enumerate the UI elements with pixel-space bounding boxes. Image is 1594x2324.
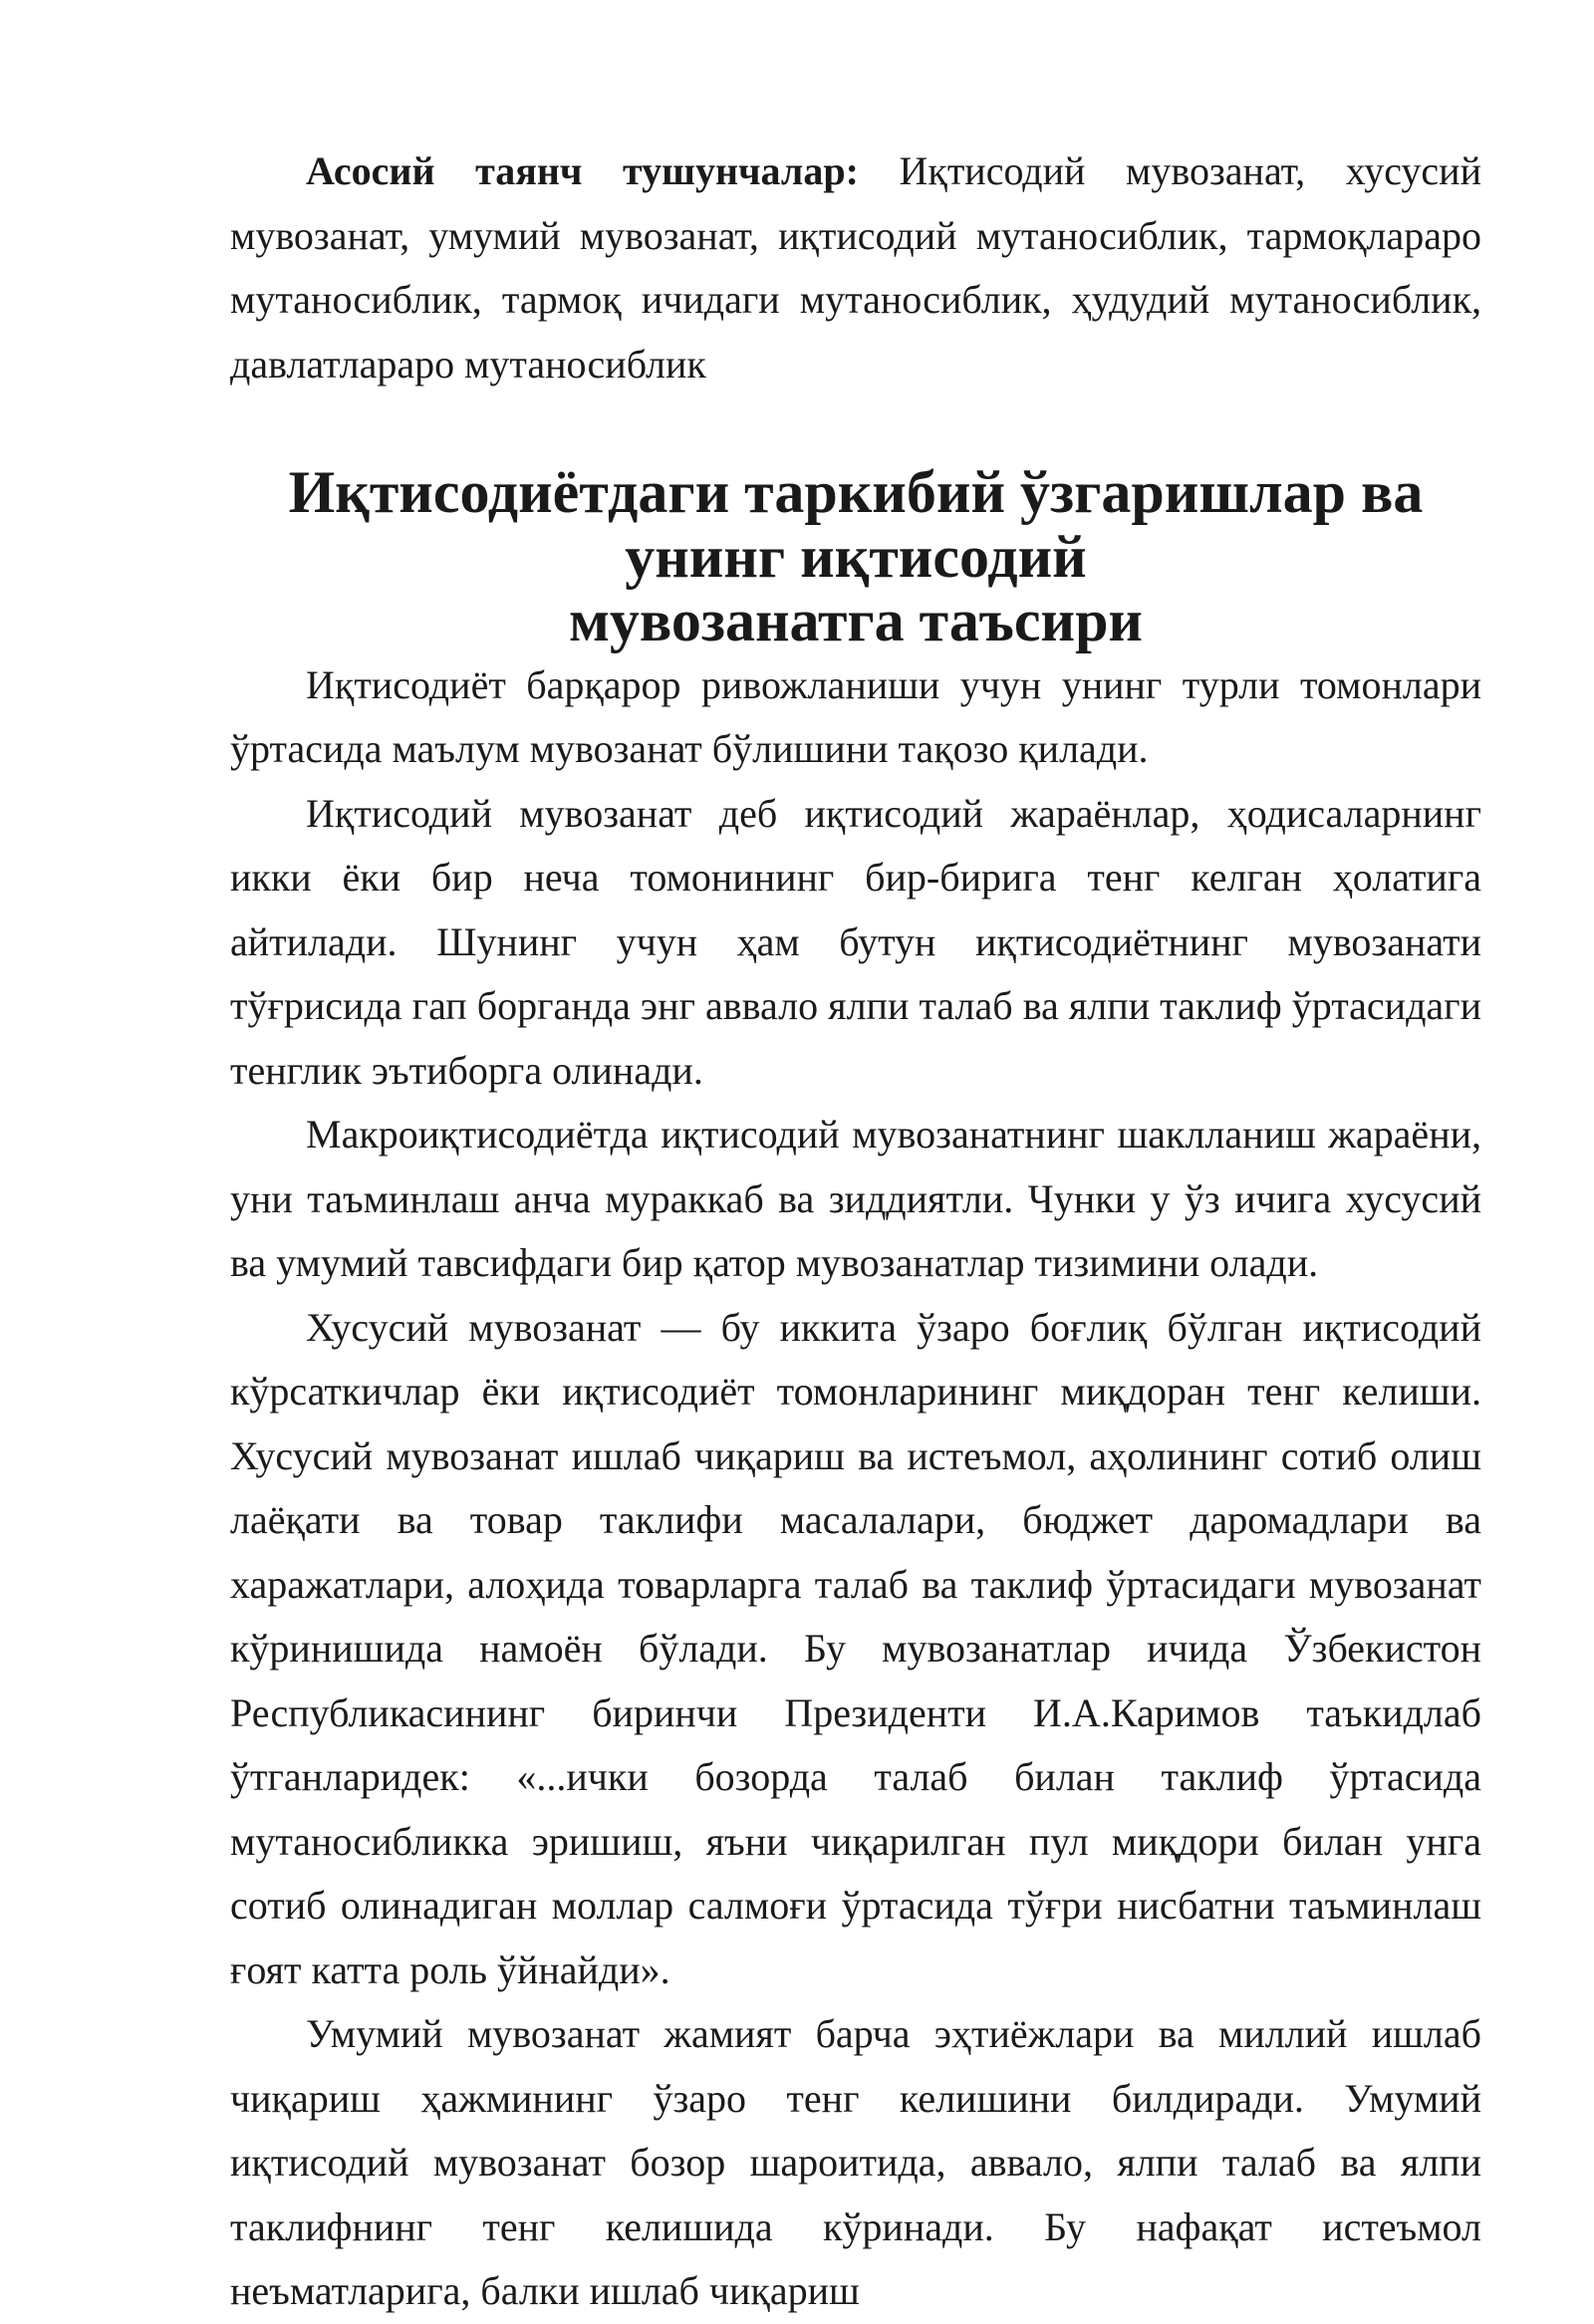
section-heading-line-2: мувозанатга таъсири — [568, 588, 1144, 653]
section-heading — [230, 460, 1481, 653]
document-page — [230, 139, 1481, 2324]
body-paragraph: Умумий мувозанат жамият барча эҳтиёжлари ва миллий ишлаб чиқариш ҳажмининг ўзаро тенг келишини билдиради. Умумий иқтисодий мувозанат бозор шароитида, аввало, ялпи талаб ва ялпи таклифнинг тенг келишида кўринади. Бу нафақат истеъмол неъматларига, балки ишлаб чиқариш — [230, 2011, 1481, 2313]
section-heading-line-1: Иқтисодиётдаги таркибий ўзгаришлар ва унинг иқтисодий — [288, 459, 1424, 590]
body-paragraph: Иқтисодиёт барқарор ривожланиши учун унинг турли томонлари ўртасида маълум мувозанат бўлишини тақозо қилади. — [230, 661, 1481, 771]
body-paragraph: Иқтисодий мувозанат деб иқтисодий жараёнлар, ҳодисаларнинг икки ёки бир неча томонининг бир-бирига тенг келган ҳолатига айтилади. Шунинг учун ҳам бутун иқтисодиётнинг мувозанати тўғрисида гап борганда энг аввало ялпи талаб ва ялпи таклиф ўртасидаги тенглик эътиборга олинади. — [230, 790, 1481, 1093]
body-paragraph: Макроиқтисодиётда иқтисодий мувозанатнинг шаклланиш жараёни, уни таъминлаш анча мураккаб ва зиддиятли. Чунки у ўз ичига хусусий ва умумий тавсифдаги бир қатор мувозанатлар тизимини олади. — [230, 1112, 1481, 1285]
keywords-label: Асосий таянч тушунчалар: — [306, 148, 859, 193]
keywords-paragraph — [230, 139, 1481, 396]
body-paragraph: Хусусий мувозанат — бу иккита ўзаро боғлиқ бўлган иқтисодий кўрсаткичлар ёки иқтисодиёт томонларининг миқдоран тенг келиши. Хусусий мувозанат ишлаб чиқариш ва истеъмол, аҳолининг сотиб олиш лаёқати ва товар таклифи масалалари, бюджет даромадлари ва харажатлари, алоҳида товарларга талаб ва таклиф ўртасидаги мувозанат кўринишида намоён бўлади. Бу мувозанатлар ичида Ўзбекистон Республикасининг биринчи Президенти И.А.Каримов таъкидлаб ўтганларидек: «...ички бозорда талаб билан таклиф ўртасида мутаносибликка эришиш, яъни чиқарилган пул миқдори билан унга сотиб олинадиган моллар салмоғи ўртасида тўғри нисбатни таъминлаш ғоят катта роль ўйнайди». — [230, 1304, 1481, 1992]
keywords-text: Иқтисодий мувозанат, хусусий мувозанат, умумий мувозанат, иқтисодий мутаносиблик, тармоқлараро мутаносиблик, тармоқ ичидаги мутаносиблик, ҳудудий мутаносиблик, давлатлараро мутаносиблик — [230, 148, 1481, 387]
